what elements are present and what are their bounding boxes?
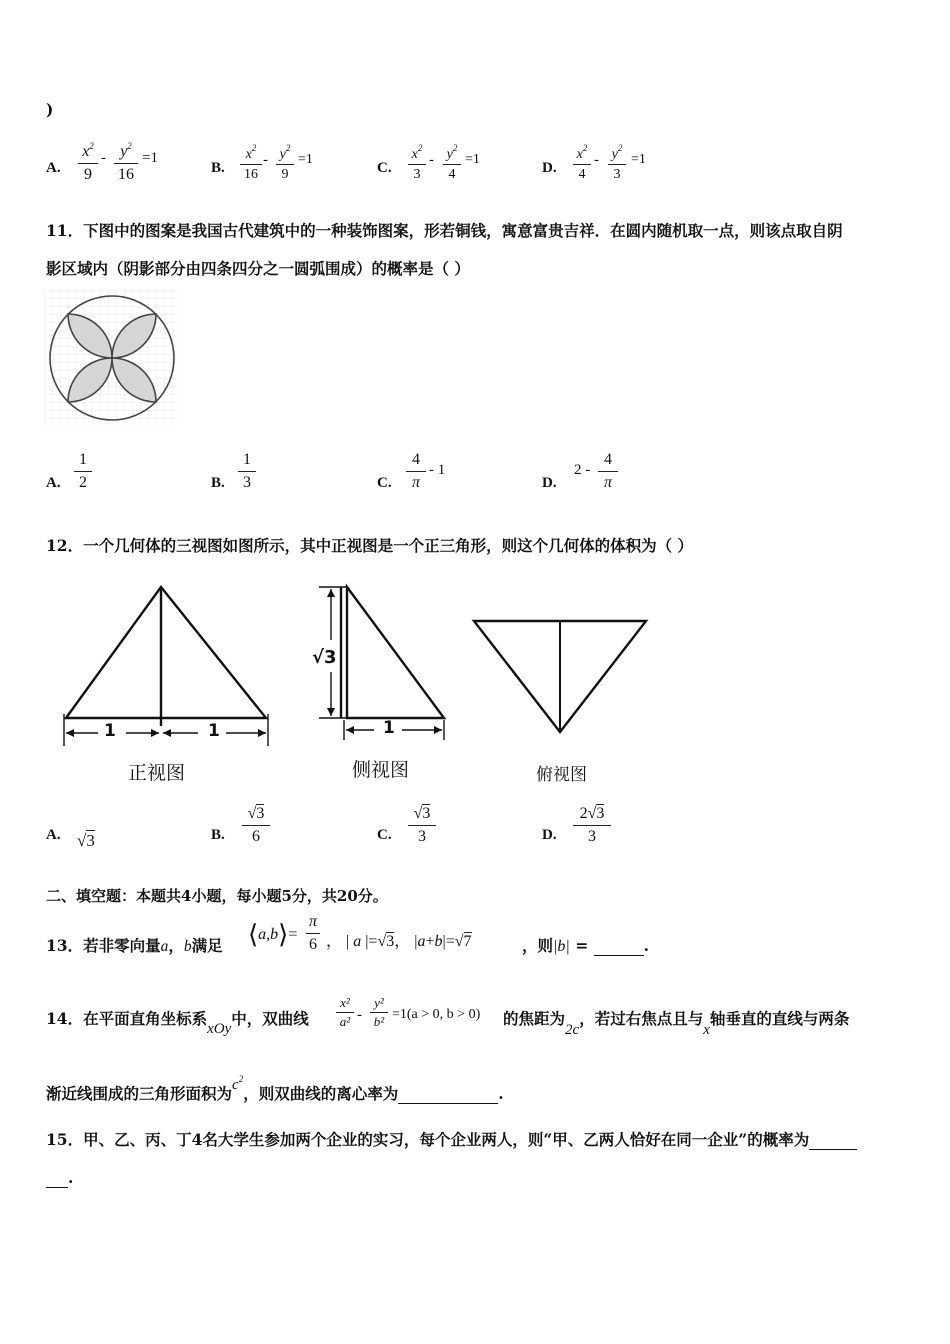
q10-option-a-x-frac: $x^2$ 9 [78, 136, 98, 185]
q10-option-d-y-frac: $y^2$ 3 [608, 140, 626, 183]
q11-option-d-value: 4 π [598, 450, 618, 493]
q10-option-b-y-frac: $y^2$ 9 [276, 140, 294, 183]
q12-option-c-letter[interactable]: C. [377, 827, 392, 843]
q10-option-d-eq: =1 [631, 152, 646, 167]
q13-answer-blank[interactable] [594, 936, 644, 956]
q13-var-a: a [160, 938, 169, 955]
q11-option-b-value: 1 3 [238, 450, 256, 493]
q11-option-b-letter[interactable]: B. [211, 475, 225, 491]
q14-two-c: 2c [565, 1022, 580, 1038]
q15-end: . [68, 1168, 74, 1187]
q11-option-a-letter[interactable]: A. [46, 475, 61, 491]
q14-end: . [498, 1084, 504, 1103]
q10-option-c-y-frac: $y^2$ 4 [443, 140, 461, 183]
q11-option-c-minus-one: - 1 [429, 462, 446, 478]
q13-text [46, 934, 223, 956]
q10-option-d-letter[interactable]: D. [542, 160, 557, 176]
q14-answer-blank[interactable] [398, 1084, 498, 1104]
side-view-dim-height: √3 [312, 647, 337, 668]
q13-then: ，则 [522, 936, 554, 955]
q10-option-a-minus: - [101, 150, 106, 166]
q15-text-line1 [46, 1128, 857, 1150]
q10-option-c-eq: =1 [465, 152, 480, 167]
q11-option-c-value: 4 π [406, 450, 426, 493]
q12-option-b-value: √3 6 [242, 804, 270, 847]
q11-option-d-two-minus: 2 - [574, 462, 591, 478]
q10-option-a-eq: =1 [142, 150, 158, 166]
q12-option-c-value: √3 3 [408, 804, 436, 847]
q15-answer-blank-part2[interactable] [46, 1168, 68, 1188]
q14-text-line1-rest [503, 1007, 850, 1038]
q12-option-d-value: 2√3 3 [573, 804, 611, 847]
q14-minus: - [357, 1007, 362, 1023]
q11-option-c-letter[interactable]: C. [377, 475, 392, 491]
q13-end: . [643, 936, 649, 955]
q14-xoy: xOy [207, 1021, 232, 1037]
q10-option-a-letter[interactable]: A. [46, 160, 61, 176]
front-view-dim-right: 1 [208, 721, 220, 741]
q14-y-frac: y² b² [370, 995, 388, 1030]
q14-mid1: 中，双曲线 [231, 1009, 309, 1028]
previous-question-closing-paren: ) [46, 100, 54, 119]
q15-answer-blank-part1[interactable] [809, 1130, 857, 1150]
section-fill-in-blank-heading: 二、填空题：本题共4小题，每小题5分，共20分。 [46, 887, 388, 905]
q13-var-b: b [183, 938, 192, 955]
q11-text-line2: 影区域内（阴影部分由四条四分之一圆弧围成）的概率是（ ） [46, 259, 470, 278]
q10-option-b-letter[interactable]: B. [211, 160, 225, 176]
q14-prefix: 14．在平面直角坐标系 [46, 1009, 208, 1028]
q13-angle-frac: π 6 [306, 912, 320, 955]
q14-eccentricity: ，则双曲线的离心率为 [243, 1084, 399, 1103]
q12-text: 12．一个几何体的三视图如图所示，其中正视图是一个正三角形，则这个几何体的体积为（ ） [46, 536, 693, 555]
q14-mid4: 轴垂直的直线与两条 [709, 1009, 850, 1028]
q14-area: 渐近线围成的三角形面积为 [46, 1084, 233, 1103]
q10-option-b-eq: =1 [298, 152, 313, 167]
q10-option-b-minus: - [263, 152, 268, 168]
q13-prefix: 13．若非零向量 [46, 936, 161, 955]
q14-mid3: ，若过右焦点且与 [579, 1009, 704, 1028]
top-view-label: 俯视图 [536, 765, 587, 785]
front-view-dim-left: 1 [104, 721, 116, 741]
q14-text-line1 [46, 1007, 309, 1037]
q14-x-frac: x² a² [336, 995, 354, 1030]
q13-angle-condition: ⟨a,b⟩= [248, 920, 298, 949]
q13-satisfies: 满足 [191, 936, 223, 955]
q13-comma: ， [168, 936, 184, 955]
front-view-figure [58, 580, 278, 750]
q14-focal-distance: 的焦距为 [503, 1009, 566, 1028]
q14-c-squared: c [232, 1077, 239, 1093]
q13-ask: ，则|b| = . [522, 936, 649, 955]
q10-option-c-minus: - [429, 152, 434, 168]
q10-option-a-y-frac: $y^2$ 16 [114, 136, 138, 185]
copper-coin-pattern-figure [44, 290, 180, 426]
q15-text: 15．甲、乙、丙、丁4名大学生参加两个企业的实习，每个企业两人，则“甲、乙两人恰好在同一企业”的概率为 [46, 1130, 810, 1149]
q14-x: x [703, 1022, 710, 1038]
q10-option-d-minus: - [594, 152, 599, 168]
q11-option-a-value: 1 2 [74, 450, 92, 493]
q12-option-a-value: √3 [77, 831, 95, 850]
q14-text-line2: 渐近线围成的三角形面积为$c^2$，则双曲线的离心率为 . [46, 1074, 504, 1103]
q13-conditions: ， | a |=√3， |a+b|=√7 [326, 933, 472, 950]
q11-option-d-letter[interactable]: D. [542, 475, 557, 491]
q14-condition: =1(a > 0, b > 0) [392, 1007, 481, 1022]
q10-option-c-x-frac: $x^2$ 3 [408, 140, 426, 183]
front-view-label: 正视图 [128, 762, 186, 784]
side-view-label: 侧视图 [352, 759, 410, 781]
q10-option-c-letter[interactable]: C. [377, 160, 392, 176]
q15-text-line2 [46, 1168, 73, 1188]
q10-option-b-x-frac: $x^2$ 16 [240, 140, 262, 183]
q12-option-d-letter[interactable]: D. [542, 827, 557, 843]
top-view-figure [470, 614, 650, 739]
q11-text-line1: 11．下图中的图案是我国古代建筑中的一种装饰图案，形若铜钱，寓意富贵吉祥．在圆内随机取一点，则该点取自阴 [46, 221, 843, 240]
side-view-dim-base: 1 [383, 718, 395, 738]
q12-option-b-letter[interactable]: B. [211, 827, 225, 843]
q12-option-a-letter[interactable]: A. [46, 827, 61, 843]
q10-option-d-x-frac: $x^2$ 4 [573, 140, 591, 183]
